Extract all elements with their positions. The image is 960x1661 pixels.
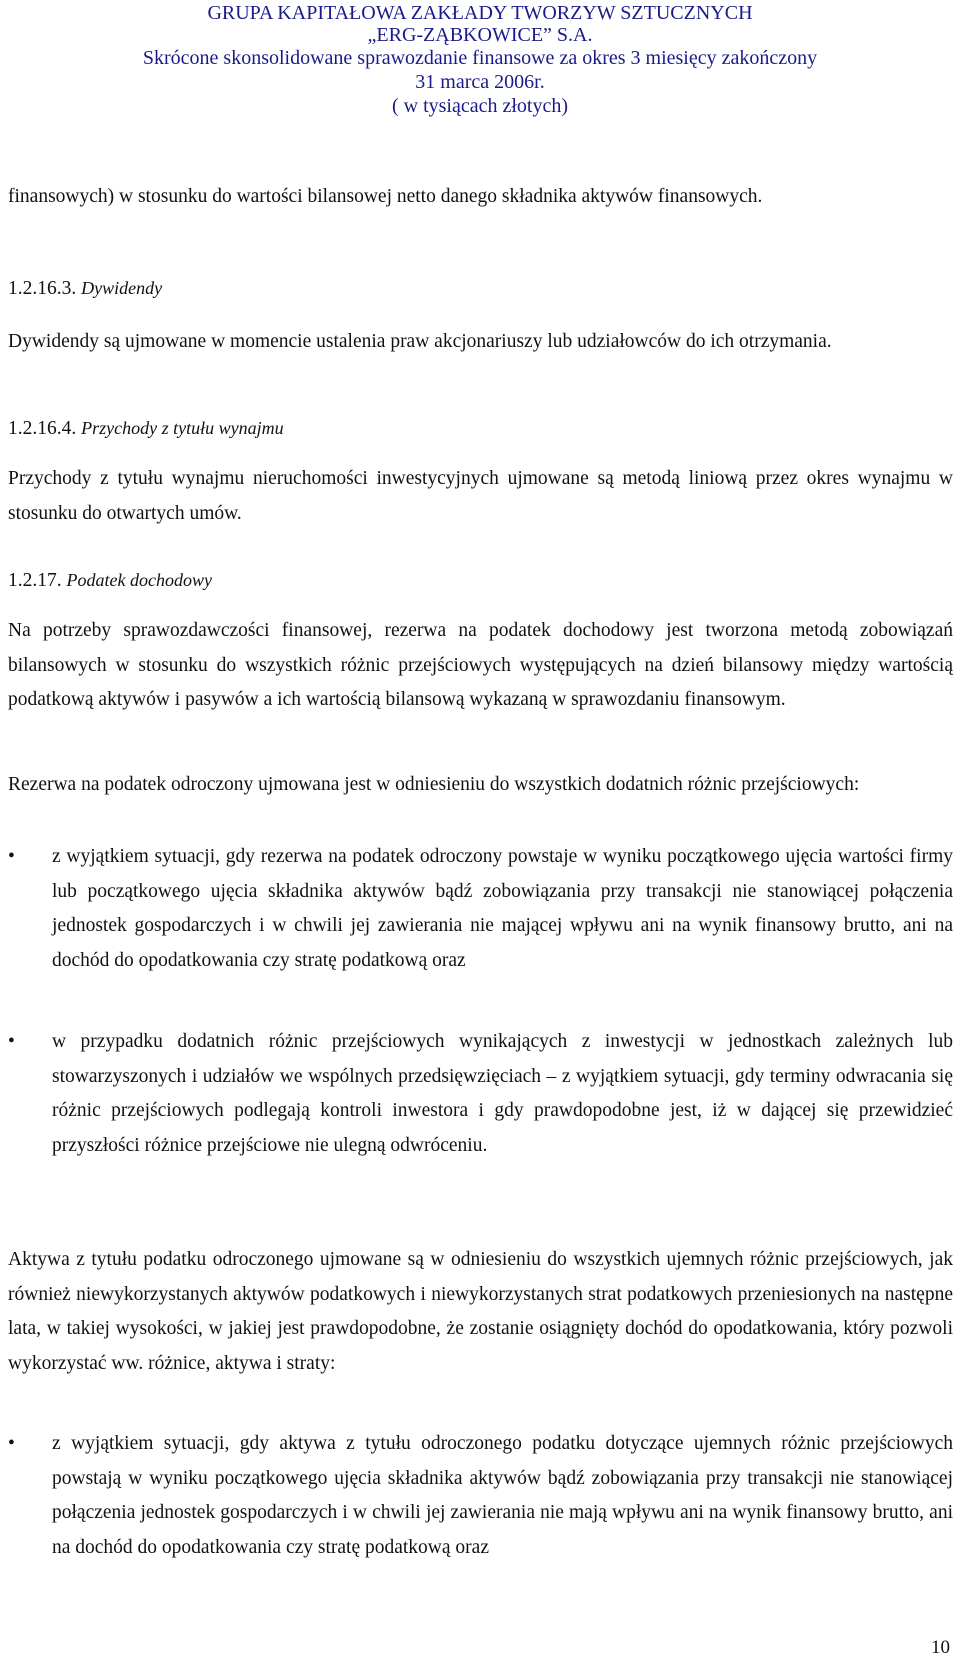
section-heading-rental-income (8, 411, 284, 447)
header-company-name: GRUPA KAPITAŁOWA ZAKŁADY TWORZYW SZTUCZNYCH (207, 2, 753, 24)
header-report-date: 31 marca 2006r. (415, 71, 545, 93)
section-title: Dywidendy (81, 278, 163, 298)
bullet-marker: • (8, 1031, 15, 1052)
paragraph-deferred-tax-assets: Aktywa z tytułu podatku odroczonego ujmowane są w odniesieniu do wszystkich ujemnych różnic przejściowych, jak również niewykorzystanych aktywów podatkowych i niewykorzystanych strat podatkowych przeniesionych na następne lata, w takiej wysokości, w jakiej jest prawdopodobne, że zostanie osiągnięty dochód do opodatkowania, który pozwoli wykorzystać ww. różnice, aktywa i straty: (8, 1249, 953, 1374)
bullet-text: w przypadku dodatnich różnic przejściowych wynikających z inwestycji w jednostkach zależnych lub stowarzyszonych i udziałów we wspólnych przedsięwzięciach – z wyjątkiem sytuacji, gdy terminy odwracania się różnic przejściowych podlegają kontroli inwestora i gdy prawdopodobne jest, iż w dającej się przewidzieć przyszłości różnice przejściowe nie ulegną odwróceniu. (52, 1031, 953, 1156)
section-number: 1.2.16.3. (8, 278, 77, 299)
header-units: ( w tysiącach złotych) (391, 95, 569, 117)
section-heading-dividends (8, 271, 162, 307)
section-number: 1.2.16.4. (8, 418, 77, 439)
section-number: 1.2.17. (8, 570, 62, 591)
page-number: 10 (931, 1637, 950, 1658)
bullet-marker: • (8, 846, 15, 867)
bullet-text: z wyjątkiem sytuacji, gdy rezerwa na podatek odroczony powstaje w wyniku początkowego ujęcia wartości firmy lub początkowego ujęcia składnika aktywów bądź zobowiązania przy transakcji nie stanowiącej połączenia jednostek gospodarczych i w chwili jej zawierania nie mającej wpływu ani na wynik finansowy brutto, ani na dochód do opodatkowania czy stratę podatkową oraz (52, 846, 953, 971)
paragraph-deferred-tax-provision: Rezerwa na podatek odroczony ujmowana jest w odniesieniu do wszystkich dodatnich różnic przejściowych: (8, 774, 860, 795)
paragraph-income-tax: Na potrzeby sprawozdawczości finansowej, rezerwa na podatek dochodowy jest tworzona metodą zobowiązań bilansowych w stosunku do wszystkich różnic przejściowych występujących na dzień bilansowy między wartością podatkową aktywów i pasywów a ich wartością bilansową wykazaną w sprawozdaniu finansowym. (8, 620, 953, 710)
paragraph-rental-income: Przychody z tytułu wynajmu nieruchomości inwestycyjnych ujmowane są metodą liniową przez okres wynajmu w stosunku do otwartych umów. (8, 468, 953, 524)
paragraph-dividends: Dywidendy są ujmowane w momencie ustalenia praw akcjonariuszy lub udziałowców do ich otrzymania. (8, 331, 832, 352)
paragraph-financial-assets: finansowych) w stosunku do wartości bilansowej netto danego składnika aktywów finansowych. (8, 186, 763, 207)
header-report-title: Skrócone skonsolidowane sprawozdanie finansowe za okres 3 miesięcy zakończony (142, 47, 818, 69)
section-heading-income-tax (8, 563, 212, 599)
section-title: Przychody z tytułu wynajmu (81, 418, 284, 438)
bullet-marker: • (8, 1433, 15, 1454)
header-company-name-2: „ERG-ZĄBKOWICE” S.A. (367, 24, 593, 46)
section-title: Podatek dochodowy (66, 570, 212, 590)
bullet-text: z wyjątkiem sytuacji, gdy aktywa z tytułu odroczonego podatku dotyczące ujemnych różnic przejściowych powstają w wyniku początkowego ujęcia składnika aktywów bądź zobowiązania przy transakcji nie stanowiącej połączenia jednostek gospodarczych i w chwili jej zawierania nie mają wpływu ani na wynik finansowy brutto, ani na dochód do opodatkowania czy stratę podatkową oraz (52, 1433, 953, 1558)
